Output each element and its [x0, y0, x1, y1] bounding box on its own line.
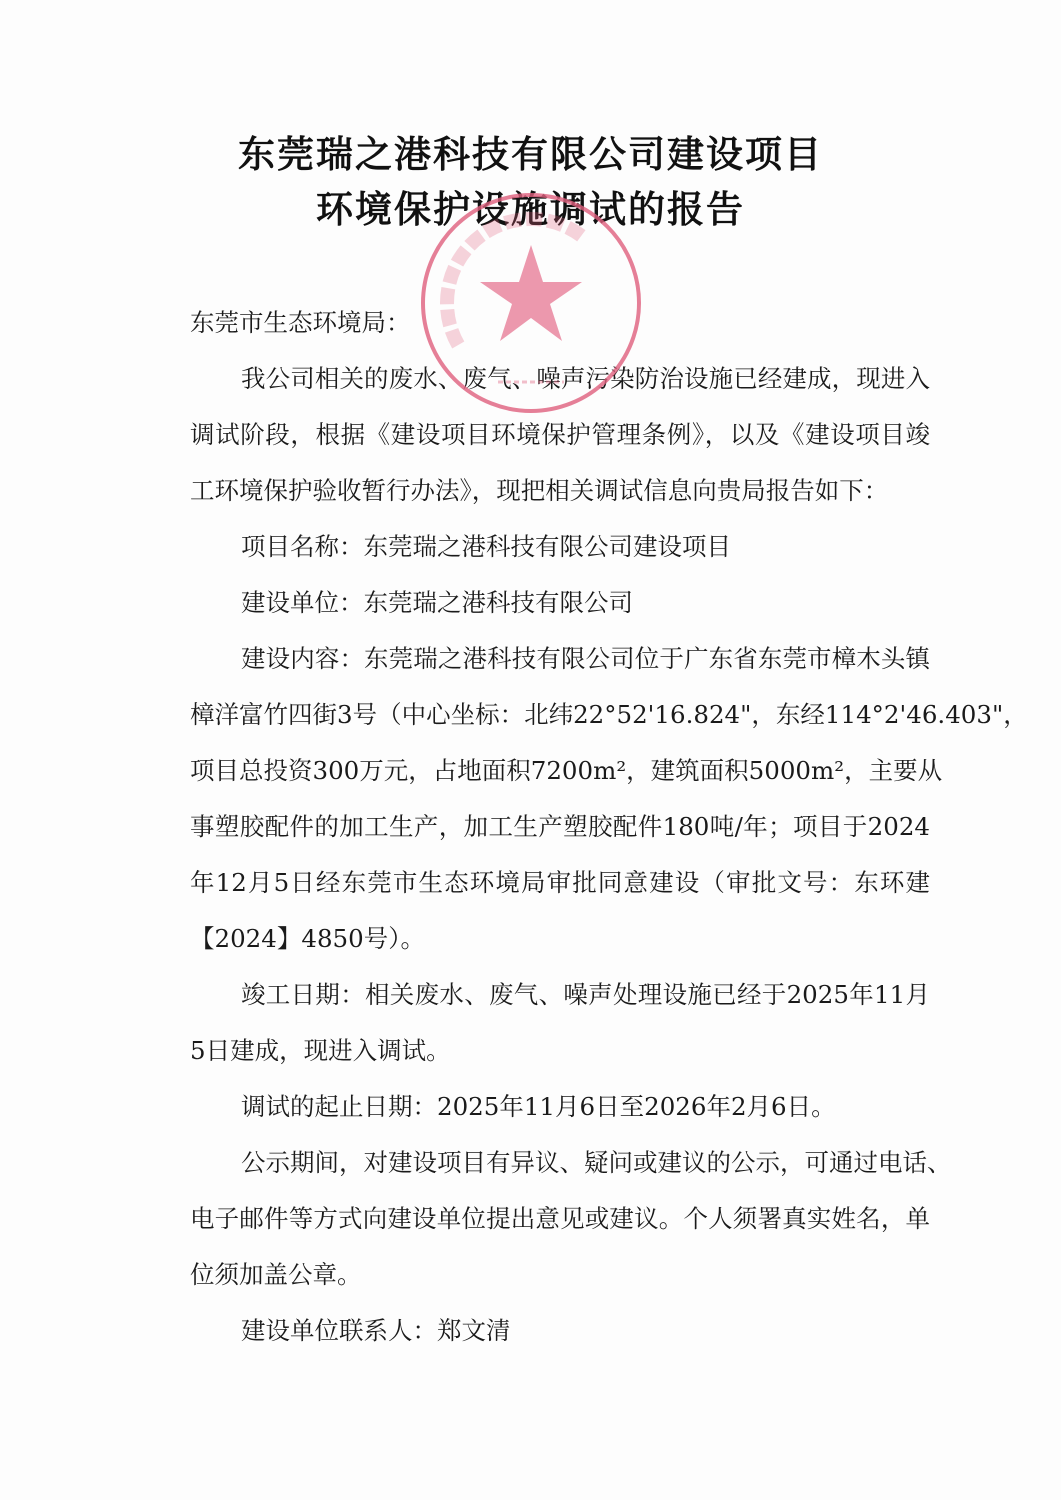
- text-line: 【2024】4850号）。: [190, 924, 425, 953]
- text-line: 建设内容：东莞瑞之港科技有限公司位于广东省东莞市樟木头镇: [241, 644, 930, 673]
- text-line: 建设单位联系人：郑文清: [241, 1316, 511, 1345]
- paragraph-construction-content: [190, 631, 1028, 967]
- text-line: 位须加盖公章。: [190, 1260, 362, 1289]
- text-line: 5日建成，现进入调试。: [190, 1036, 451, 1065]
- paragraph-debug-period: [190, 1079, 930, 1135]
- paragraph-intro: [190, 351, 930, 519]
- paragraph-completion-date: [190, 967, 930, 1079]
- text-line: 东莞市生态环境局：: [190, 308, 411, 337]
- text-line: 年12月5日经东莞市生态环境局审批同意建设（审批文号：东环建: [190, 868, 930, 897]
- text-line: 调试的起止日期：2025年11月6日至2026年2月6日。: [241, 1092, 836, 1121]
- text-line: 项目名称：东莞瑞之港科技有限公司建设项目: [241, 532, 731, 561]
- paragraph-construction-unit: [190, 575, 930, 631]
- text-line: 项目总投资300万元，占地面积7200m²，建筑面积5000m²，主要从: [190, 756, 943, 785]
- text-line: 我公司相关的废水、废气、噪声污染防治设施已经建成，现进入: [241, 364, 930, 393]
- document-title-line-1: 东莞瑞之港科技有限公司建设项目: [238, 132, 823, 176]
- text-line: 工环境保护验收暂行办法》，现把相关调试信息向贵局报告如下：: [190, 476, 889, 505]
- paragraph-project-name: [190, 519, 930, 575]
- paragraph-contact-person: [190, 1303, 930, 1359]
- paragraph-addressee: [190, 295, 930, 351]
- text-line: 樟洋富竹四街3号（中心坐标：北纬22°52'16.824"，东经114°2'46.403"，: [190, 700, 1028, 729]
- text-line: 调试阶段，根据《建设项目环境保护管理条例》，以及《建设项目竣: [190, 420, 930, 449]
- text-line: 建设单位：东莞瑞之港科技有限公司: [241, 588, 633, 617]
- text-line: 电子邮件等方式向建设单位提出意见或建议。个人须署真实姓名，单: [190, 1204, 930, 1233]
- document-body: [190, 295, 1028, 1359]
- text-line: 公示期间，对建设项目有异议、疑问或建议的公示，可通过电话、: [241, 1148, 952, 1177]
- text-line: 事塑胶配件的加工生产，加工生产塑胶配件180吨/年；项目于2024: [190, 812, 930, 841]
- paragraph-publicity-notice: [190, 1135, 952, 1303]
- document-title-line-2: 环境保护设施调试的报告: [316, 187, 745, 231]
- text-line: 竣工日期：相关废水、废气、噪声处理设施已经于2025年11月: [241, 980, 930, 1009]
